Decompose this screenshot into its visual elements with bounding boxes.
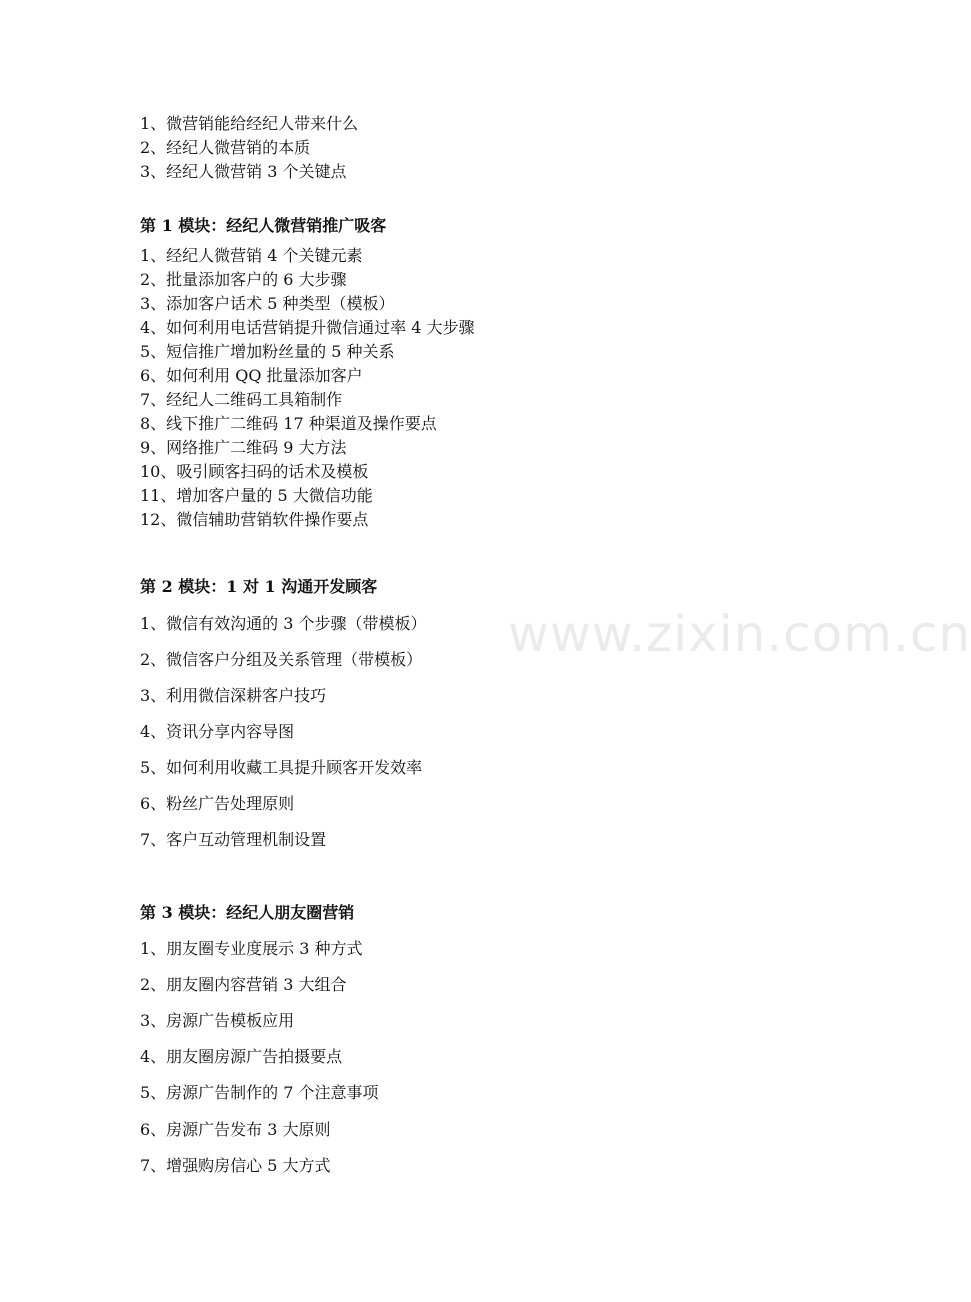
watermark: www.zixin.com.cn (508, 605, 971, 663)
intro-item-2: 2、经纪人微营销的本质 (140, 138, 311, 157)
module3-item-3: 3、房源广告模板应用 (140, 1011, 295, 1030)
module1-item-3: 3、添加客户话术 5 种类型（模板） (140, 294, 395, 313)
intro-item-3: 3、经纪人微营销 3 个关键点 (140, 162, 347, 181)
module2-item-4: 4、资讯分享内容导图 (140, 722, 295, 741)
module1-item-4: 4、如何利用电话营销提升微信通过率 4 大步骤 (140, 318, 475, 337)
module3-item-1: 1、朋友圈专业度展示 3 种方式 (140, 939, 363, 958)
module3-item-6: 6、房源广告发布 3 大原则 (140, 1120, 331, 1139)
module1-item-1: 1、经纪人微营销 4 个关键元素 (140, 246, 363, 265)
intro-item-1: 1、微营销能给经纪人带来什么 (140, 114, 359, 133)
module2-heading: 第 2 模块：1 对 1 沟通开发顾客 (140, 577, 378, 596)
module3-item-5: 5、房源广告制作的 7 个注意事项 (140, 1083, 379, 1102)
module1-item-9: 9、网络推广二维码 9 大方法 (140, 438, 347, 457)
module1-item-7: 7、经纪人二维码工具箱制作 (140, 390, 343, 409)
module2-item-6: 6、粉丝广告处理原则 (140, 794, 295, 813)
module1-heading: 第 1 模块：经纪人微营销推广吸客 (140, 216, 387, 235)
module3-item-2: 2、朋友圈内容营销 3 大组合 (140, 975, 347, 994)
module2-item-3: 3、利用微信深耕客户技巧 (140, 686, 327, 705)
module1-item-2: 2、批量添加客户的 6 大步骤 (140, 270, 347, 289)
module1-item-10: 10、吸引顾客扫码的话术及模板 (140, 462, 369, 481)
module3-item-7: 7、增强购房信心 5 大方式 (140, 1156, 331, 1175)
module1-item-11: 11、增加客户量的 5 大微信功能 (140, 486, 373, 505)
module2-item-2: 2、微信客户分组及关系管理（带模板） (140, 650, 423, 669)
module2-item-1: 1、微信有效沟通的 3 个步骤（带模板） (140, 614, 427, 633)
module2-item-5: 5、如何利用收藏工具提升顾客开发效率 (140, 758, 423, 777)
module2-item-7: 7、客户互动管理机制设置 (140, 830, 327, 849)
module1-item-8: 8、线下推广二维码 17 种渠道及操作要点 (140, 414, 437, 433)
module3-heading: 第 3 模块：经纪人朋友圈营销 (140, 903, 355, 922)
module1-item-5: 5、短信推广增加粉丝量的 5 种关系 (140, 342, 395, 361)
module1-item-12: 12、微信辅助营销软件操作要点 (140, 510, 369, 529)
module3-item-4: 4、朋友圈房源广告拍摄要点 (140, 1047, 343, 1066)
module1-item-6: 6、如何利用 QQ 批量添加客户 (140, 366, 363, 385)
